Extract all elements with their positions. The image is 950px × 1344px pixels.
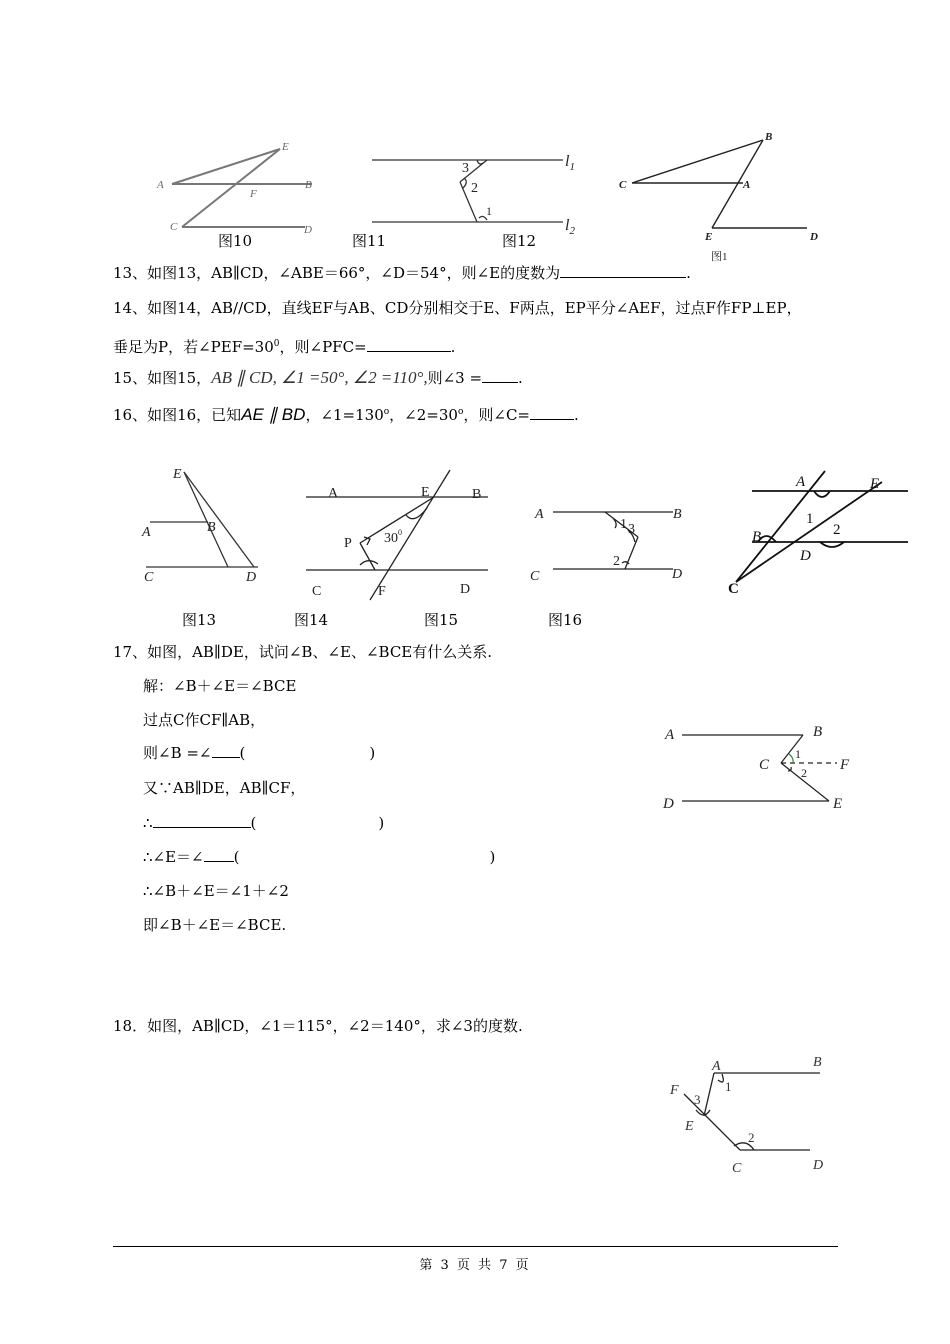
label-F: F bbox=[250, 188, 257, 200]
angle-30-label: $30^0$ bbox=[384, 528, 402, 546]
label-E: E bbox=[282, 141, 289, 153]
angle-1-label: 1 bbox=[806, 511, 814, 527]
question-15: 15、如图15，AB ∥ CD, ∠1 =50°, ∠2 =110°,则∠3 = . bbox=[113, 368, 523, 387]
label-D: D bbox=[663, 796, 674, 812]
figure-12 bbox=[615, 128, 835, 263]
label-C: C bbox=[759, 757, 770, 773]
label-A: A bbox=[157, 179, 164, 191]
answer-blank-17c[interactable] bbox=[204, 847, 234, 862]
angle-1-label: 1 bbox=[725, 1079, 732, 1094]
caption-figure-12: 图12 bbox=[502, 232, 537, 250]
caption-figure-15: 图15 bbox=[424, 611, 459, 629]
answer-blank-13[interactable] bbox=[560, 263, 686, 278]
caption-figure-10: 图10 bbox=[218, 232, 253, 250]
figure-17 bbox=[655, 718, 865, 818]
label-A: A bbox=[142, 525, 151, 540]
solution-17-line6: ∴∠E＝∠ ( ) bbox=[143, 848, 496, 866]
answer-blank-17b[interactable] bbox=[153, 813, 251, 828]
solution-17-line5: ∴ ( ) bbox=[143, 814, 385, 832]
label-B: B bbox=[472, 487, 482, 502]
solution-17-line2: 过点C作CF∥AB， bbox=[143, 711, 266, 729]
label-B: B bbox=[305, 179, 312, 191]
label-F: F bbox=[670, 1083, 679, 1098]
label-B: B bbox=[813, 724, 823, 740]
solution-17-line1: 解：∠B＋∠E＝∠BCE bbox=[143, 677, 297, 695]
angle-2-label: 2 bbox=[471, 181, 478, 196]
angle-1-label: 1 bbox=[795, 747, 801, 761]
label-E: E bbox=[833, 796, 843, 812]
label-B: B bbox=[752, 529, 762, 545]
angle-3-label: 3 bbox=[694, 1092, 701, 1107]
figure-10 bbox=[150, 135, 325, 245]
label-C: C bbox=[144, 570, 154, 585]
label-D: D bbox=[810, 231, 818, 243]
answer-blank-17a[interactable] bbox=[212, 743, 240, 758]
angle-2-label: 2 bbox=[613, 554, 620, 569]
label-D: D bbox=[813, 1158, 824, 1173]
label-D: D bbox=[800, 548, 811, 564]
label-B: B bbox=[673, 507, 682, 522]
solution-17-line3: 则∠B =∠ ( ) bbox=[143, 744, 376, 762]
label-C: C bbox=[170, 221, 178, 233]
label-D: D bbox=[672, 567, 683, 582]
figure-1-caption: 图1 bbox=[711, 251, 728, 263]
answer-blank-15[interactable] bbox=[482, 368, 518, 383]
label-E: E bbox=[870, 476, 880, 492]
label-C: C bbox=[619, 179, 627, 191]
caption-figure-16: 图16 bbox=[548, 611, 583, 629]
angle-3-label: 3 bbox=[628, 522, 635, 537]
caption-figure-13: 图13 bbox=[182, 611, 217, 629]
label-E: E bbox=[421, 485, 430, 500]
figure-14 bbox=[300, 465, 495, 605]
answer-blank-14[interactable] bbox=[367, 337, 451, 352]
label-A: A bbox=[665, 727, 675, 743]
label-F: F bbox=[840, 757, 850, 773]
line-l2-label: $l_2$ bbox=[565, 217, 575, 237]
label-F: F bbox=[378, 584, 386, 599]
label-E: E bbox=[685, 1119, 694, 1134]
label-C: C bbox=[732, 1161, 742, 1176]
label-B: B bbox=[765, 131, 773, 143]
page-footer: 第 3 页 共 7 页 bbox=[419, 1258, 531, 1273]
label-B: B bbox=[813, 1055, 822, 1070]
label-A: A bbox=[535, 507, 544, 522]
angle-2-label: 2 bbox=[748, 1130, 755, 1145]
angle-2-label: 2 bbox=[833, 522, 841, 538]
figure-13 bbox=[140, 462, 270, 587]
answer-blank-16[interactable] bbox=[530, 405, 574, 420]
caption-figure-14: 图14 bbox=[294, 611, 329, 629]
label-C: C bbox=[312, 584, 322, 599]
label-A: A bbox=[743, 179, 751, 191]
angle-1-label: 1 bbox=[486, 204, 492, 218]
angle-3-label: 3 bbox=[462, 161, 469, 176]
solution-17-line8: 即∠B＋∠E＝∠BCE. bbox=[143, 916, 287, 934]
label-D: D bbox=[304, 224, 312, 236]
angle-1-label: 1 bbox=[620, 517, 627, 532]
label-D: D bbox=[460, 582, 471, 597]
figure-11 bbox=[365, 140, 590, 240]
label-E: E bbox=[173, 467, 182, 482]
label-E: E bbox=[705, 231, 713, 243]
caption-figure-11: 图11 bbox=[352, 232, 387, 250]
solution-17-line7: ∴∠B＋∠E＝∠1＋∠2 bbox=[143, 882, 289, 900]
label-C: C bbox=[530, 569, 540, 584]
figure-15 bbox=[525, 498, 695, 590]
question-14-line2: 垂足为P，若$\angle PEF=30^0$，则∠PFC= . bbox=[113, 338, 456, 356]
figure-16 bbox=[722, 468, 912, 600]
line-l1-label: $l_1$ bbox=[565, 153, 575, 173]
label-C: C bbox=[728, 581, 739, 597]
question-13: 13、如图13，AB∥CD，∠ABE＝66°，∠D＝54°，则∠E的度数为 . bbox=[113, 264, 691, 282]
label-D: D bbox=[246, 570, 257, 585]
figure-18 bbox=[660, 1048, 840, 1178]
label-P: P bbox=[344, 536, 352, 551]
solution-17-line4: 又∵AB∥DE，AB∥CF， bbox=[143, 779, 306, 797]
question-14-line1: 14、如图14，AB//CD，直线EF与AB、CD分别相交于E、F两点，EP平分∠AEF，过点F作FP⊥EP， bbox=[113, 299, 802, 317]
label-A: A bbox=[328, 486, 339, 501]
question-16: 16、如图16，已知AE ∥ BD，$\angle 1=130^o$，$\angle 2=30^o$，则∠C= . bbox=[113, 405, 579, 424]
question-18: 18．如图，AB∥CD，∠1＝115°，∠2＝140°，求∠3的度数. bbox=[113, 1017, 523, 1035]
question-17-title: 17、如图，AB∥DE，试问∠B、∠E、∠BCE有什么关系. bbox=[113, 643, 493, 661]
label-A: A bbox=[712, 1059, 721, 1074]
label-A: A bbox=[796, 474, 806, 490]
footer-rule bbox=[113, 1246, 838, 1247]
label-B: B bbox=[207, 520, 216, 535]
angle-2-label: 2 bbox=[801, 766, 807, 780]
